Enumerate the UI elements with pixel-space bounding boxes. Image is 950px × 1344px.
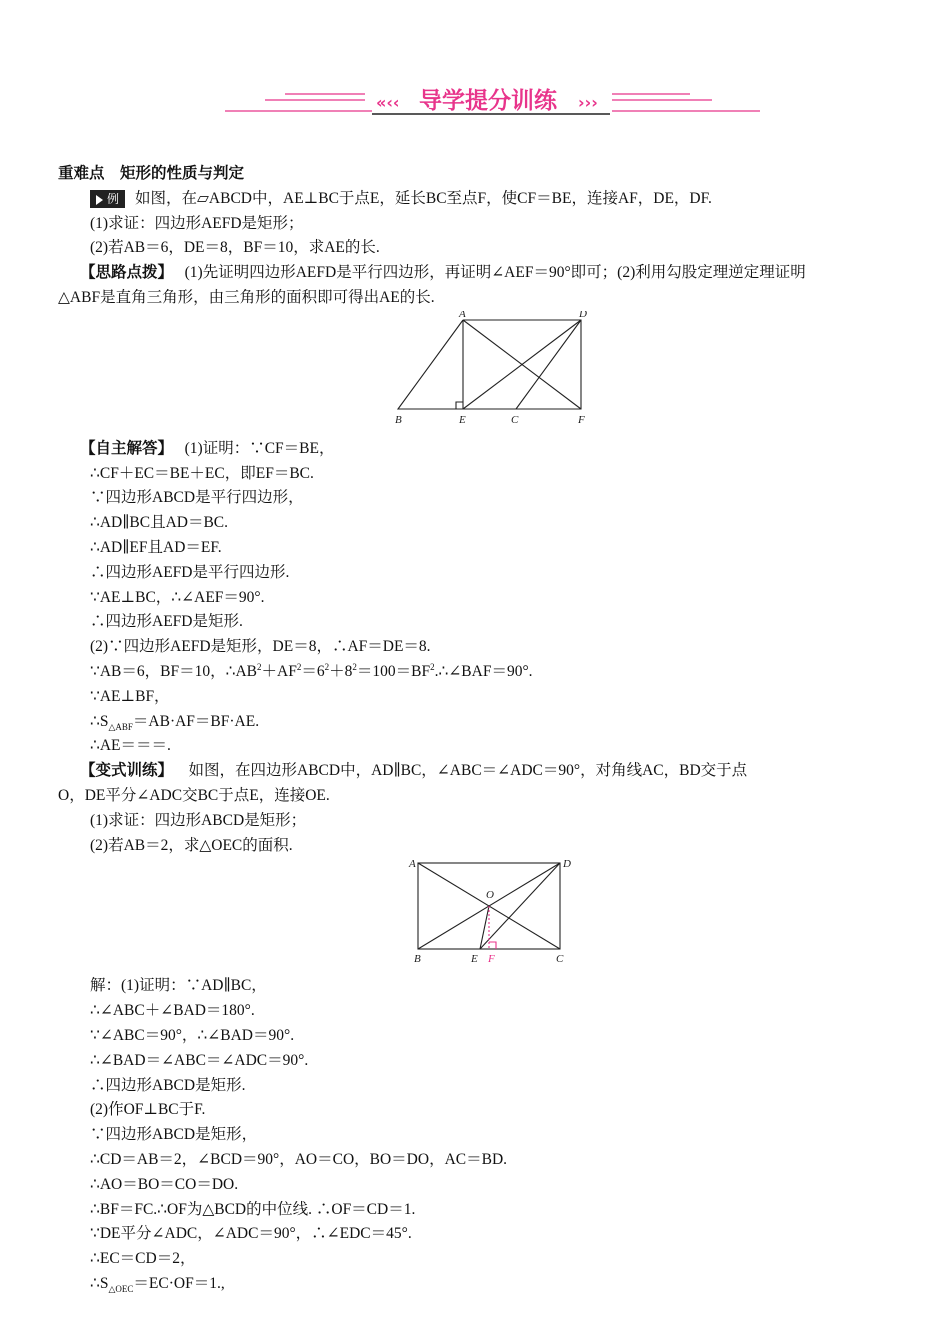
- banner-graphic: [0, 78, 950, 128]
- solution-line-13: ∴AE＝＝＝.: [90, 737, 171, 755]
- fig2-label-F: F: [488, 953, 495, 966]
- solution-line-5: ∴AD∥EF且AD＝EF.: [90, 538, 222, 556]
- fig1-label-F: F: [578, 413, 585, 426]
- fig1-label-C: C: [511, 413, 519, 426]
- document-body: [58, 162, 896, 1297]
- answer-line-10: ∴BF＝FC.∴OF为△BCD的中位线. ∴OF＝CD＝1.: [90, 1200, 416, 1218]
- section-heading: 重难点 矩形的性质与判定: [58, 165, 245, 182]
- solution-line-11: ∵AE⊥BF，: [90, 687, 170, 705]
- answer-line-13: [58, 1272, 896, 1297]
- example-stem-line: [58, 187, 896, 212]
- solution-line-9: (2)∵四边形AEFD是矩形，DE＝8，∴AF＝DE＝8.: [90, 638, 431, 656]
- fig2-label-A: A: [409, 858, 416, 871]
- answer-l13-b: ＝EC·OF＝1.,: [133, 1274, 225, 1292]
- exponent: 2: [257, 661, 262, 672]
- fig2-label-C: C: [556, 953, 564, 966]
- solution-line-2: ∴CF＋EC＝BE＋EC，即EF＝BC.: [90, 464, 314, 482]
- answer-line-4: ∴∠BAD＝∠ABC＝∠ADC＝90°.: [90, 1051, 309, 1069]
- figure-parallelogram-rectangle: [58, 311, 896, 437]
- exponent: 2: [296, 661, 302, 672]
- solution-line-7: ∵AE⊥BC，∴∠AEF＝90°.: [90, 588, 265, 606]
- example-badge: [90, 190, 125, 208]
- solution-line-4: ∴AD∥BC且AD＝BC.: [90, 514, 229, 532]
- section-banner: [0, 78, 950, 128]
- play-icon: [96, 195, 103, 205]
- fig2-label-O: O: [486, 889, 494, 902]
- solution-l10-b: ＋AF: [261, 662, 297, 680]
- solution-l10-c: ＝6: [301, 662, 325, 680]
- fig1-label-D: D: [579, 310, 587, 320]
- example-hint-line-2: △ABF是直角三角形，由三角形的面积即可得出AE的长.: [58, 288, 435, 306]
- banner-left-arrows: «‹‹: [376, 93, 400, 112]
- answer-line-9: ∴AO＝BO＝CO＝DO.: [90, 1175, 239, 1193]
- solution-l10-f: .∴∠BAF＝90°.: [434, 662, 533, 680]
- solution-line-10: [58, 660, 896, 685]
- variant-stem-1: 如图，在四边形ABCD中，AD∥BC，∠ABC＝∠ADC＝90°，对角线AC，BD交于点: [188, 762, 748, 780]
- variant-label: 【变式训练】: [80, 762, 174, 780]
- example-stem: 如图，在▱ABCD中，AE⊥BC于点E，延长BC至点F，使CF＝BE，连接AF，DE，DF.: [135, 189, 712, 207]
- solution-label: 【自主解答】: [80, 439, 174, 457]
- answer-line-11: ∵DE平分∠ADC，∠ADC＝90°，∴∠EDC＝45°.: [90, 1225, 412, 1243]
- answer-l13-a: ∴S: [90, 1274, 109, 1292]
- example-question-2: (2)若AB＝6，DE＝8，BF＝10，求AE的长.: [90, 239, 380, 257]
- subscript: △ABF: [108, 721, 133, 732]
- fig1-label-E: E: [459, 413, 466, 426]
- fig1-label-B: B: [395, 413, 402, 426]
- solution-line-6: ∴四边形AEFD是平行四边形.: [90, 563, 290, 581]
- variant-line-1: [58, 759, 896, 784]
- solution-line-8: ∴四边形AEFD是矩形.: [90, 613, 243, 631]
- solution-line-1: [58, 437, 896, 462]
- figure-2-svg: [58, 858, 896, 974]
- example-question-1: (1)求证：四边形AEFD是矩形；: [90, 214, 304, 232]
- example-badge-label: 例: [107, 192, 120, 207]
- solution-text-1: (1)证明：∵CF＝BE，: [184, 439, 335, 457]
- fig1-label-A: A: [459, 310, 466, 320]
- answer-line-6: (2)作OF⊥BC于F.: [90, 1101, 206, 1119]
- solution-l10-e: ＝100＝BF: [356, 662, 431, 680]
- fig2-label-B: B: [414, 953, 421, 966]
- answer-line-2: ∴∠ABC＋∠BAD＝180°.: [90, 1002, 255, 1020]
- banner-title: 导学提分训练: [419, 88, 557, 114]
- exponent: 2: [324, 661, 330, 672]
- example-hint-line-1: [58, 261, 896, 286]
- fig2-label-D: D: [563, 858, 571, 871]
- solution-l10-a: ∵AB＝6，BF＝10，∴AB: [90, 662, 257, 680]
- hint-label: 【思路点拨】: [80, 264, 174, 282]
- hint-text-1: (1)先证明四边形AEFD是平行四边形，再证明∠AEF＝90°即可；(2)利用勾股定理逆定理证明: [184, 264, 806, 282]
- figure-1-svg: [58, 311, 896, 437]
- solution-l12-a: ∴S: [90, 712, 109, 730]
- variant-question-1: (1)求证：四边形ABCD是矩形；: [90, 811, 307, 829]
- subscript: △OEC: [108, 1283, 134, 1294]
- solution-line-12: [58, 710, 896, 735]
- answer-line-12: ∴EC＝CD＝2，: [90, 1250, 196, 1268]
- figure-rectangle-diagonals: [58, 858, 896, 974]
- fig2-label-E: E: [471, 953, 478, 966]
- banner-right-arrows: ›››: [578, 93, 598, 112]
- solution-l12-b: ＝AB·AF＝BF·AE.: [132, 712, 260, 730]
- solution-l10-d: ＋8: [329, 662, 353, 680]
- exponent: 2: [430, 661, 435, 672]
- answer-line-7: ∵四边形ABCD是矩形，: [90, 1126, 258, 1144]
- solution-line-3: ∵四边形ABCD是平行四边形，: [90, 489, 304, 507]
- exponent: 2: [352, 661, 357, 672]
- variant-line-2: O，DE平分∠ADC交BC于点E，连接OE.: [58, 786, 330, 804]
- answer-line-1: 解：(1)证明：∵AD∥BC，: [90, 977, 267, 995]
- variant-question-2: (2)若AB＝2，求△OEC的面积.: [90, 836, 293, 854]
- answer-line-8: ∴CD＝AB＝2，∠BCD＝90°，AO＝CO，BO＝DO，AC＝BD.: [90, 1150, 508, 1168]
- answer-line-3: ∵∠ABC＝90°，∴∠BAD＝90°.: [90, 1026, 295, 1044]
- answer-line-5: ∴四边形ABCD是矩形.: [90, 1076, 246, 1094]
